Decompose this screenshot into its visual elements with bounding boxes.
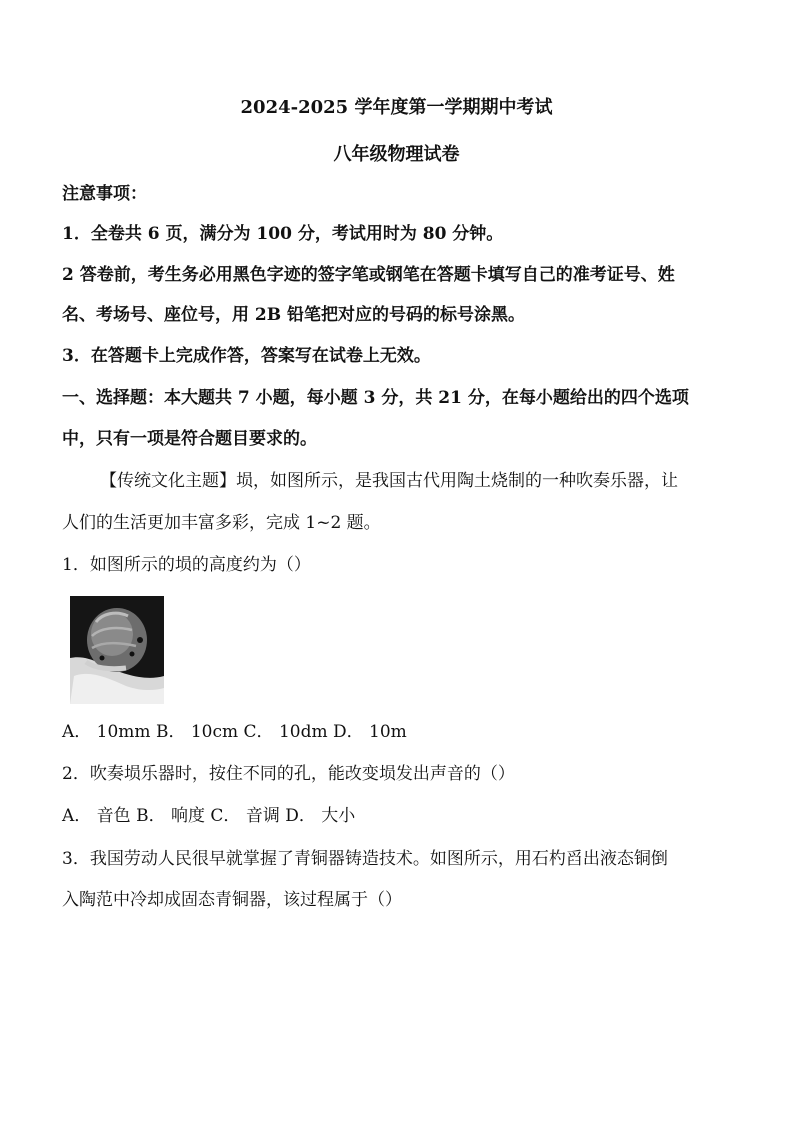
exam-subtitle: 八年级物理试卷: [333, 144, 460, 165]
question-1-option-c: C． 10dm: [243, 722, 328, 742]
notice-item-2-line-2: 名、考场号、座位号，用 2B 铅笔把对应的号码的标号涂黑。: [62, 305, 526, 325]
question-1-options: [62, 720, 407, 744]
question-2-option-a: A． 音色: [62, 806, 131, 826]
question-2-option-b: B． 响度: [136, 806, 205, 826]
question-1-option-d: D． 10m: [333, 722, 407, 742]
section-heading-line-2: 中，只有一项是符合题目要求的。: [62, 429, 317, 449]
question-2-option-c: C． 音调: [210, 806, 280, 826]
question-1-option-a: A． 10mm: [62, 722, 151, 742]
question-3-stem-line-1: 3．我国劳动人民很早就掌握了青铜器铸造技术。如图所示，用石杓舀出液态铜倒: [62, 849, 668, 869]
passage-line-2: 人们的生活更加丰富多彩，完成 1~2 题。: [62, 513, 381, 533]
notice-item-2-line-1: 2 答卷前，考生务必用黑色字迹的签字笔或钢笔在答题卡填写自己的准考证号、姓: [62, 265, 675, 285]
notice-item-3: 3．在答题卡上完成作答，答案写在试卷上无效。: [62, 346, 431, 366]
question-1-stem: 1．如图所示的埙的高度约为（）: [62, 555, 311, 575]
question-1-option-b: B． 10cm: [155, 722, 239, 742]
question-2-options: [62, 804, 355, 828]
question-2-option-d: D． 大小: [285, 806, 356, 826]
xun-instrument-photo: [70, 596, 164, 704]
passage-line-1: 【传统文化主题】埙，如图所示，是我国古代用陶土烧制的一种吹奏乐器，让: [100, 471, 678, 491]
notice-heading: 注意事项：: [62, 184, 147, 204]
question-2-stem: 2．吹奏埙乐器时，按住不同的孔，能改变埙发出声音的（）: [62, 764, 515, 784]
notice-item-1: 1．全卷共 6 页，满分为 100 分，考试用时为 80 分钟。: [62, 224, 504, 244]
exam-title: 2024-2025 学年度第一学期期中考试: [240, 97, 553, 118]
question-3-stem-line-2: 入陶范中冷却成固态青铜器，该过程属于（）: [62, 890, 402, 910]
section-heading-line-1: 一、选择题：本大题共 7 小题，每小题 3 分，共 21 分，在每小题给出的四个选项: [62, 388, 689, 408]
